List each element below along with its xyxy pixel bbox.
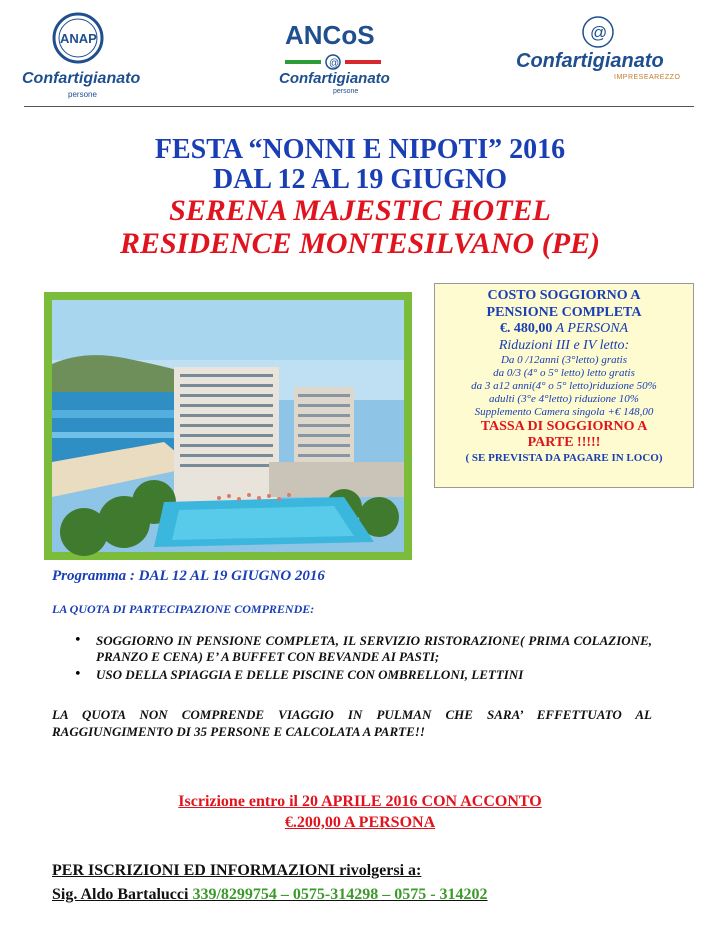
title-line-1: FESTA “NONNI E NIPOTI” 2016 [154,134,566,165]
cost-tax-note: ( SE PREVISTA DA PAGARE IN LOCO) [465,451,663,464]
list-item [70,667,652,683]
arezzo-brand-name: Confartigianato [516,50,664,72]
arezzo-brand-sub: IMPRESEAREZZO [614,74,681,81]
ancos-brand-sub: persone [333,88,359,95]
hotel-photo-illustration [44,292,412,560]
ancos-title: ANCoS [285,20,375,50]
hotel-photo [44,292,412,560]
included-list [70,633,652,683]
anap-brand-sub: persone [68,90,97,99]
cost-tax-line-1: TASSA DI SOGGIORNO A [480,418,648,434]
cost-price: €. 480,00 [499,321,553,337]
title-hotel-location: RESIDENCE MONTESILVANO (PE) [119,227,601,260]
bullet-dot-icon: • [74,633,82,648]
included-item-1: SOGGIORNO IN PENSIONE COMPLETA, IL SERVIZIO RISTORAZIONE( PRIMA COLAZIONE, PRANZO E CENA) E’ A BUFFET CON BEVANDE AI PASTI; [96,633,652,664]
bullet-dot-icon: • [74,667,82,682]
title-hotel-name: SERENA MAJESTIC HOTEL [169,194,551,227]
cost-reduction-2: da 0/3 (4° o 5° letto) letto gratis [493,367,635,380]
contact-heading: PER ISCRIZIONI ED INFORMAZIONI rivolgersi a: [52,862,422,879]
program-dates: Programma : DAL 12 AL 19 GIUGNO 2016 [52,568,325,584]
contact-phones: 339/8299754 – 0575-314298 – 0575 - 314202 [188,886,488,903]
cost-single-supplement: Supplemento Camera singola +€ 148,00 [474,405,654,418]
cost-heading-1: COSTO SOGGIORNO A [487,288,641,303]
contact-line [52,886,488,904]
at-sign-icon [578,12,618,52]
title-line-2: DAL 12 AL 19 GIUGNO [212,164,508,195]
header-divider [24,106,694,107]
registration-deadline: Iscrizione entro il 20 APRILE 2016 CON ACCONTO [178,793,542,810]
anap-brand-name: Confartigianato [22,70,141,87]
cost-price-suffix: A PERSONA [552,321,629,337]
cost-reduction-4: adulti (3°e 4°letto) riduzione 10% [489,392,639,405]
cost-heading-2: PENSIONE COMPLETA [486,304,642,320]
ancos-brand-name: Confartigianato [279,70,390,87]
svg-text:@: @ [590,23,608,42]
logo-anap [22,8,141,100]
logo-confartigianato-arezzo [516,12,696,92]
cost-reduction-1: Da 0 /12anni (3°letto) gratis [500,354,627,367]
not-included-text: LA QUOTA NON COMPRENDE VIAGGIO IN PULMAN CHE SARA’ EFFETTUATO AL RAGGIUNGIMENTO DI 35 PERSONE E CALCOLATA A PARTE!! [52,707,652,739]
included-item-2: USO DELLA SPIAGGIA E DELLE PISCINE CON OMBRELLONI, LETTINI [96,667,524,682]
contact-name: Sig. Aldo Bartalucci [52,886,189,903]
registration-deposit: €.200,00 A PERSONA [284,814,436,831]
included-heading: LA QUOTA DI PARTECIPAZIONE COMPRENDE: [52,602,315,616]
cost-reduction-3: da 3 a12 anni(4° o 5° letto)riduzione 50% [471,380,657,392]
logo-ancos [275,20,395,100]
anap-badge-text: ANAP [60,31,97,46]
cost-reductions-heading: Riduzioni III e IV letto: [498,337,630,353]
cost-info-box [434,283,694,488]
ancos-tricolor-icon [275,52,395,72]
svg-text:@: @ [329,58,340,69]
list-item [70,633,652,665]
cost-price-line [435,321,693,338]
cost-tax-line-2: PARTE !!!!! [527,435,601,451]
